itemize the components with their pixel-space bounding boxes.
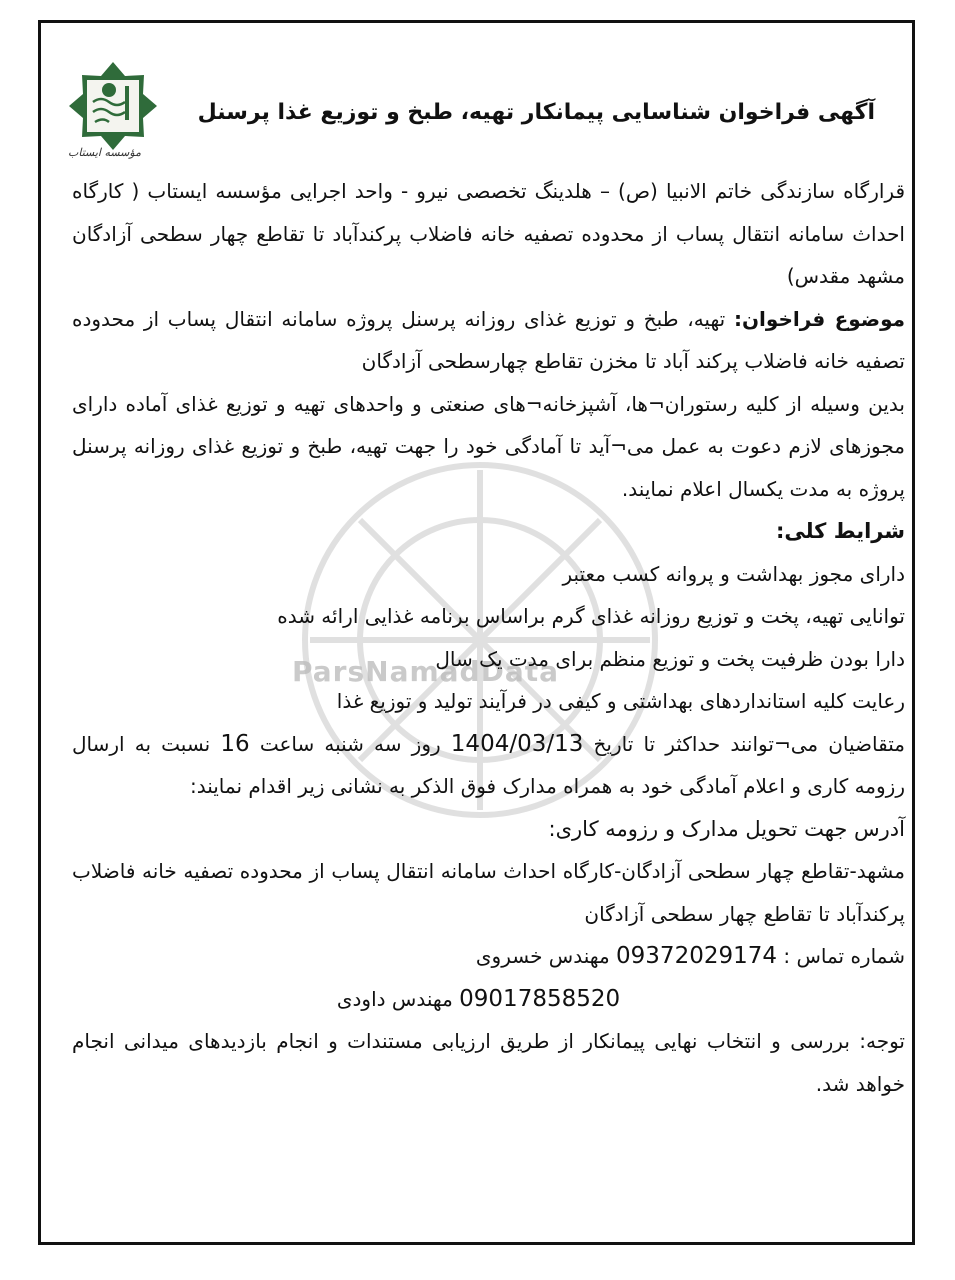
deadline-mid: روز سه شنبه ساعت [259,731,441,756]
condition-item: توانایی تهیه، پخت و توزیع روزانه غذای گرم براساس برنامه غذایی ارائه شده [277,604,905,628]
contact-phone: 09372029174 [616,943,777,969]
subject-label: موضوع فراخوان: [733,306,906,331]
address-text: مشهد-تقاطع چهار سطحی آزادگان-کارگاه احداث سامانه انتقال پساب از محدوده تصفیه خانه فاضلاب پرکندآباد تا تقاطع چهار سطحی آزادگان [72,859,905,926]
contact-phone: 09017858520 [459,985,621,1012]
note-paragraph: توجه: بررسی و انتخاب نهایی پیمانکار از طریق ارزیابی مستندات و انجام بازدیدهای میدانی انجام خواهد شد. [72,1029,905,1096]
watermark-brand: ParsNamadData [292,655,559,688]
intro-paragraph: قرارگاه سازندگی خاتم الانبیا (ص) – هلدینگ تخصصی نیرو - واحد اجرایی مؤسسه ایستاب ( کارگاه احداث سامانه انتقال پساب از محدوده تصفیه خانه فاضلاب پرکندآباد تا تقاطع چهار سطحی آزادگان مشهد مقدس) [72,179,905,288]
notice-body [72,170,905,1105]
condition-item: رعایت کلیه استانداردهای بهداشتی و کیفی در فرآیند تولید و توزیع غذا [336,689,905,713]
deadline-after: نسبت به ارسال رزومه کاری و اعلام آمادگی خود به همراه مدارک فوق الذکر به نشانی زیر اقدام نمایند: [72,731,905,798]
deadline-date: 1404/03/13 [450,730,584,757]
deadline-paragraph [72,723,905,808]
logo-caption: مؤسسه ایستاب [68,146,141,159]
deadline-before: متقاضیان می¬توانند حداکثر تا تاریخ [593,731,905,756]
condition-item: دارا بودن ظرفیت پخت و توزیع منظم برای مدت یک سال [435,646,905,671]
deadline-hour: 16 [220,730,250,757]
contact-name: مهندس خسروی [475,944,610,968]
conditions-heading: شرایط کلی: [775,519,905,543]
contact-line [72,935,905,978]
notice-title: آگهی فراخوان شناسایی پیمانکار تهیه، طبخ و توزیع غذا پرسنل [197,100,875,125]
subject-paragraph [72,298,905,383]
contact-label: شماره تماس : [783,944,905,968]
subject-text: تهیه، طبخ و توزیع غذای روزانه پرسنل پروژه سامانه انتقال پساب از محدوده تصفیه خانه فاضلاب پرکند آباد تا مخزن تقاطع چهارسطحی آزادگان [72,306,905,373]
invitation-paragraph: بدین وسیله از کلیه رستوران¬ها، آشپزخانه¬های صنعتی و واحدهای تهیه و توزیع غذای آماده دارای مجوزهای لازم دعوت به عمل می¬آید تا آمادگی خود را جهت تهیه، طبخ و توزیع غذای روزانه پرسنل پروژه به مدت یکسال اعلام نمایند. [72,391,905,501]
condition-item: دارای مجوز بهداشت و پروانه کسب معتبر [562,561,905,586]
contact-name: مهندس داودی [336,986,453,1011]
contact-line [72,978,905,1021]
address-heading: آدرس جهت تحویل مدارک و رزومه کاری: [548,816,905,841]
